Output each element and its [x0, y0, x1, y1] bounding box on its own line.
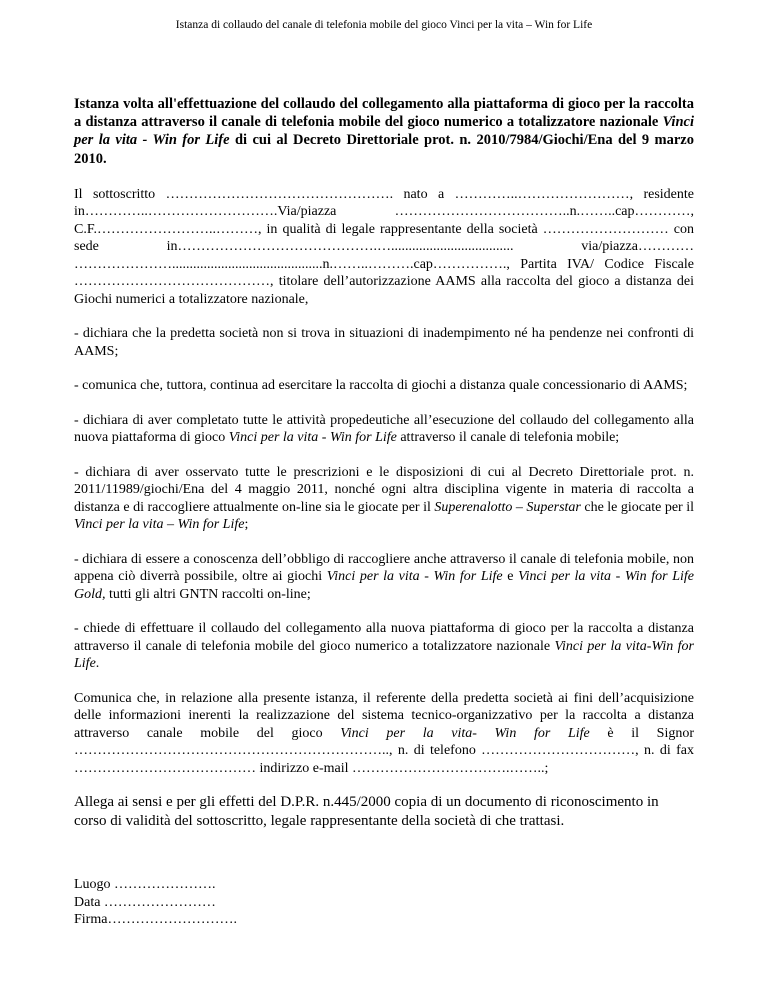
- game-name: Vinci per la vita - Win for Life: [326, 569, 503, 585]
- referente-text: è il Signor ………………………………………………………….., n. di telefono ……………………………, n. di fax ………………………………… indirizzo e-mail …………………………….……..;: [74, 725, 694, 776]
- title-game-name: Vinci per la vita - Win for Life: [74, 114, 694, 149]
- declaration-text: attraverso il canale di telefonia mobile;: [396, 430, 620, 446]
- firma-field: Firma……………………….: [74, 912, 237, 928]
- referente-text: Comunica che, in relazione alla presente istanza, il referente della predetta società ai fini dell’acquisizione delle informazioni inerenti la realizzazione del sistema tecnico-organizzativo per la raccolta a distanza attraverso canale mobile del gioco: [74, 690, 694, 741]
- data-field: Data ……………………: [74, 894, 216, 910]
- running-header: Istanza di collaudo del canale di telefonia mobile del gioco Vinci per la vita – Win for Life: [175, 19, 593, 31]
- document-title: [74, 95, 694, 168]
- title-text: Istanza volta all'effettuazione del collaudo del collegamento alla piattaforma di gioco per la raccolta a distanza attraverso il canale di telefonia mobile del gioco numerico a totalizzatore nazionale: [74, 96, 694, 131]
- game-name: Superenalotto – Superstar: [434, 499, 581, 515]
- luogo-field: Luogo ………………….: [74, 877, 216, 893]
- intro-line: in…………..……………………….Via/piazza ………………………………..n.……..cap…………,: [74, 204, 694, 220]
- intro-line: …………………...........................................n.……..……….cap……………., Partita IVA/ Codice: [74, 256, 645, 272]
- declaration-text: - dichiara di aver completato tutte le attività propedeutiche all’esecuzione del collaudo del collegamento alla nuova piattaforma di gioco: [74, 412, 694, 446]
- intro-line: Fiscale ……………………………………, titolare dell’autorizzazione AAMS alla raccolta del gioco a distanza dei Giochi numerici a totalizzatore nazionale,: [74, 256, 694, 307]
- request-text: - chiede di effettuare il collaudo del collegamento alla nuova piattaforma di gioco per la raccolta a distanza attraverso il canale di telefonia mobile del gioco numerico a totalizzatore nazionale: [74, 621, 694, 654]
- signature-block: [74, 876, 694, 929]
- request-collaudo: [74, 620, 694, 673]
- declaration-text: ;: [244, 517, 249, 533]
- declaration-prescrizioni: [74, 464, 694, 534]
- declaration-text: tutti gli altri GNTN raccolti on-line;: [105, 586, 311, 602]
- game-name: Vinci per la vita- Win for Life: [340, 725, 590, 741]
- title-decree: di cui al Decreto Direttoriale prot. n. 2010/7984/Giochi/Ena del 9 marzo 2010.: [74, 132, 694, 167]
- declaration-text: che le giocate per il: [580, 499, 694, 515]
- declaration-text: - dichiara di aver osservato tutte le prescrizioni e le disposizioni di cui al Decreto Direttoriale prot. n. 2011/11989/giochi/Ena del 4 maggio 2011, nonché ogni altra disciplina vigente in materia di raccolta a distanza e di raccogliere attualmente on-line sia le giocate per il: [74, 464, 694, 515]
- game-name: Vinci per la vita-Win for Life: [74, 638, 694, 672]
- declaration-text: e: [502, 569, 519, 585]
- declaration-no-pendenze: - dichiara che la predetta società non si trova in situazioni di inadempimento né ha pendenze nei confronti di AAMS;: [74, 326, 694, 359]
- document-body: [74, 95, 694, 929]
- referente-paragraph: [74, 690, 694, 778]
- game-name: Vinci per la vita - Win for Life: [228, 430, 397, 446]
- declaration-attivita-completate: [74, 412, 694, 447]
- declaration-concessionario: - comunica che, tuttora, continua ad esercitare la raccolta di giochi a distanza quale concessionario di AAMS;: [74, 378, 688, 394]
- game-name: Vinci per la vita - Win for Life Gold,: [74, 569, 695, 602]
- request-text: .: [95, 656, 100, 672]
- intro-line: Il sottoscritto …………………………………………. nato a …………..……………………, residente: [74, 186, 694, 202]
- intro-paragraph: [74, 186, 694, 309]
- game-name: Vinci per la vita – Win for Life: [74, 517, 245, 533]
- declaration-obbligo: [74, 551, 694, 604]
- allega-paragraph: Allega ai sensi e per gli effetti del D.P.R. n.445/2000 copia di un documento di riconoscimento in corso di validità del sottoscritto, legale rappresentante della società di che trattasi.: [74, 794, 659, 829]
- intro-line: C.F.……………………..………, in qualità di legale rappresentante della società ………………………: [74, 221, 669, 237]
- declaration-text: - dichiara di essere a conoscenza dell’obbligo di raccogliere anche attraverso il canale di telefonia mobile, non appena ciò diverrà possibile, oltre ai giochi: [74, 551, 694, 585]
- intro-line: con sede in…………………………………….…................................... via/piazza…………: [74, 221, 694, 255]
